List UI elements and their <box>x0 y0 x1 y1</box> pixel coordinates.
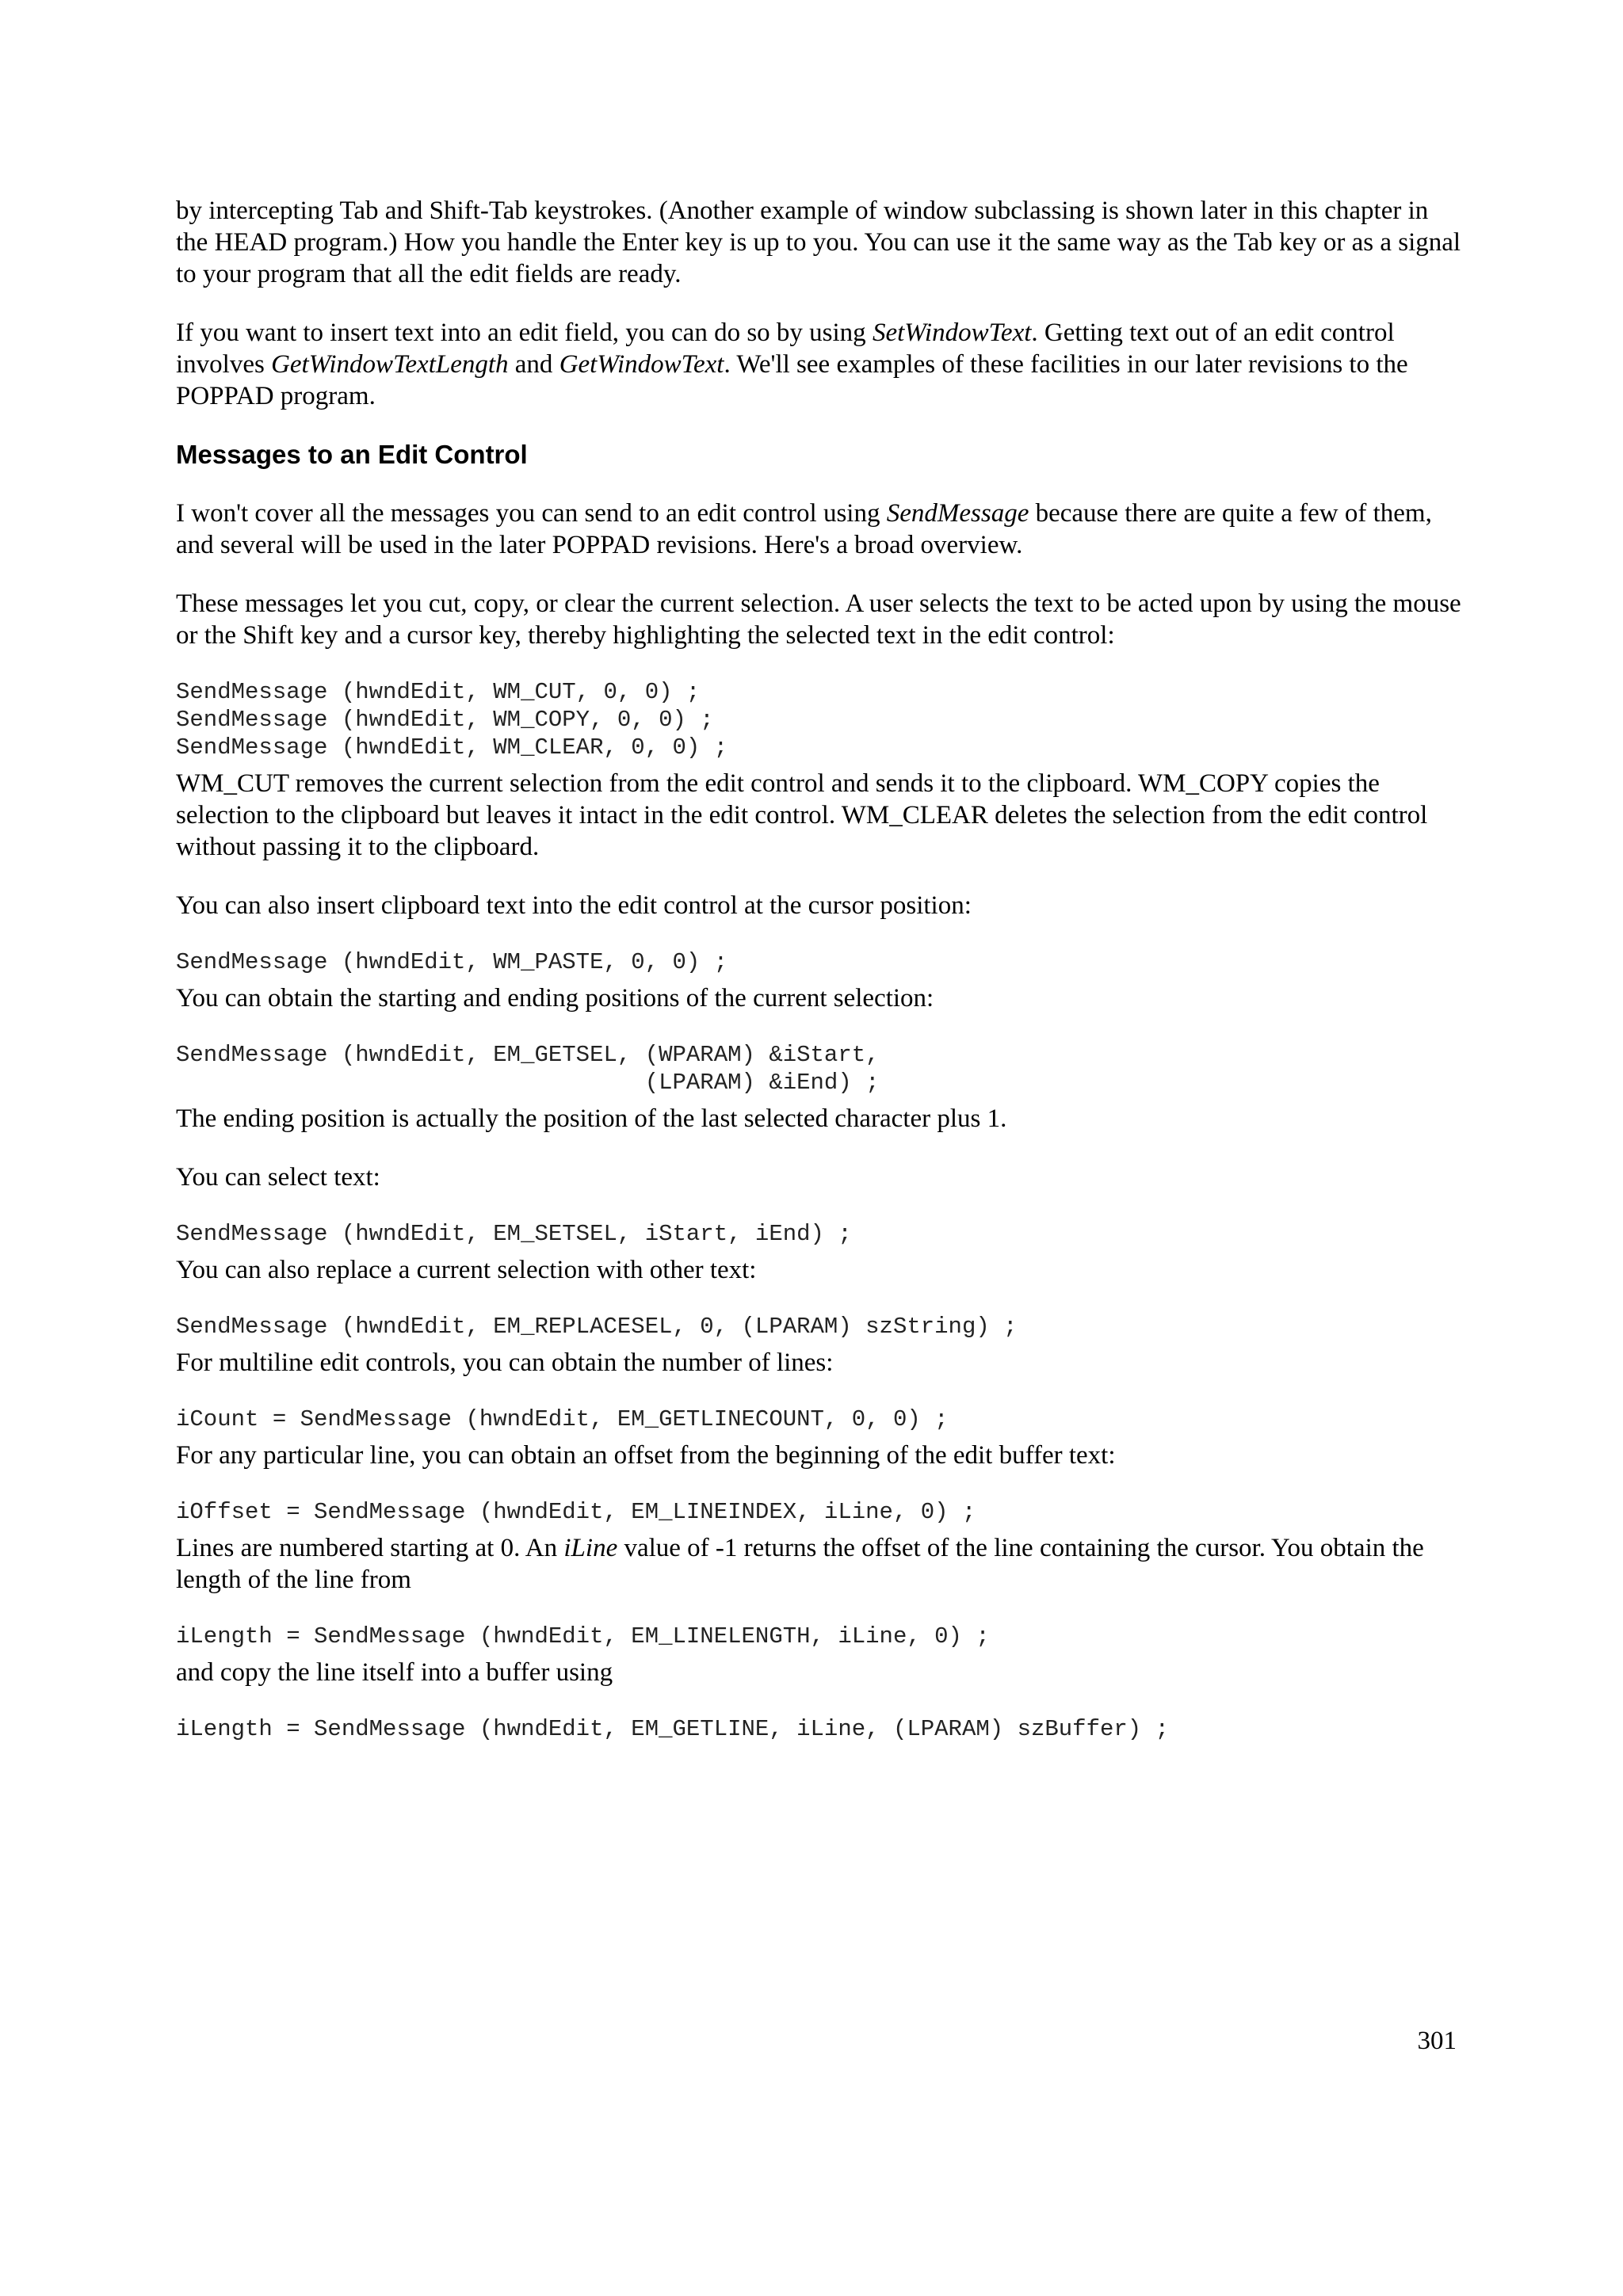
text-run: I won't cover all the messages you can send to an edit control using <box>176 499 887 528</box>
code-line: SendMessage (hwndEdit, EM_REPLACESEL, 0, (LPARAM) szString) ; <box>176 1314 1018 1340</box>
code-line: iLength = SendMessage (hwndEdit, EM_LINELENGTH, iLine, 0) ; <box>176 1623 990 1650</box>
code-block-replacesel <box>176 1313 1465 1341</box>
text-run: and <box>508 350 559 379</box>
code-block-linelength <box>176 1623 1465 1650</box>
code-line: SendMessage (hwndEdit, WM_PASTE, 0, 0) ; <box>176 949 728 975</box>
code-block-lineindex <box>176 1498 1465 1526</box>
code-line: iLength = SendMessage (hwndEdit, EM_GETLINE, iLine, (LPARAM) szBuffer) ; <box>176 1716 1170 1742</box>
text-run: . Getting text out of an edit control involves <box>176 318 1395 379</box>
section-heading: Messages to an Edit Control <box>176 440 528 469</box>
code-block-getsel <box>176 1041 1465 1097</box>
paragraph-cut-copy-clear: These messages let you cut, copy, or clear the current selection. A user selects the text to be acted upon by using the mouse or the Shift key and a cursor key, thereby highlighting the selected text in the edit control: <box>176 589 1461 650</box>
paragraph-replace: You can also replace a current selection with other text: <box>176 1256 757 1284</box>
paragraph-getsel: You can obtain the starting and ending positions of the current selection: <box>176 984 934 1013</box>
paragraph-linecount: For multiline edit controls, you can obtain the number of lines: <box>176 1348 834 1377</box>
code-line: SendMessage (hwndEdit, EM_GETSEL, (WPARAM) &iStart, <box>176 1042 880 1068</box>
paragraph-wm-cut: WM_CUT removes the current selection from the edit control and sends it to the clipboard. WM_COPY copies the selection to the clipboard but leaves it intact in the edit control. WM_CLEAR deletes the selection from the edit control without passing it to the clipboard. <box>176 769 1428 861</box>
paragraph-overview <box>176 498 1465 561</box>
code-line: SendMessage (hwndEdit, WM_COPY, 0, 0) ; <box>176 707 714 733</box>
code-block-paste <box>176 948 1465 976</box>
code-line: SendMessage (hwndEdit, WM_CLEAR, 0, 0) ; <box>176 734 728 761</box>
code-block-setsel <box>176 1220 1465 1248</box>
paragraph-select-text: You can select text: <box>176 1163 380 1192</box>
code-block-getline <box>176 1715 1465 1743</box>
paragraph-insert-text <box>176 317 1465 412</box>
text-run: value of -1 returns the offset of the line containing the cursor. You obtain the length of the line from <box>176 1534 1424 1594</box>
page-body <box>176 195 1465 1749</box>
paragraph-paste: You can also insert clipboard text into the edit control at the cursor position: <box>176 891 972 920</box>
function-name: SendMessage <box>886 499 1029 528</box>
code-line: iCount = SendMessage (hwndEdit, EM_GETLINECOUNT, 0, 0) ; <box>176 1406 949 1432</box>
paragraph-subclassing: by intercepting Tab and Shift-Tab keystrokes. (Another example of window subclassing is shown later in this chapter in the HEAD program.) How you handle the Enter key is up to you. You can use it the same way as the Tab key or as a signal to your program that all the edit fields are ready. <box>176 196 1461 288</box>
paragraph-line-numbering <box>176 1532 1465 1596</box>
text-run: because there are quite a few of them, and several will be used in the later POPPAD revisions. Here's a broad overview. <box>176 499 1432 559</box>
code-line: SendMessage (hwndEdit, EM_SETSEL, iStart, iEnd) ; <box>176 1221 852 1247</box>
text-run: . We'll see examples of these facilities in our later revisions to the POPPAD program. <box>176 350 1408 410</box>
function-name: GetWindowText <box>559 350 724 379</box>
text-run: Lines are numbered starting at 0. An <box>176 1534 564 1562</box>
function-name: SetWindowText <box>872 318 1032 347</box>
code-line: (LPARAM) &iEnd) ; <box>176 1070 880 1096</box>
code-line: iOffset = SendMessage (hwndEdit, EM_LINEINDEX, iLine, 0) ; <box>176 1499 976 1525</box>
text-run: If you want to insert text into an edit field, you can do so by using <box>176 318 873 347</box>
code-block-cut-copy-clear <box>176 678 1465 761</box>
paragraph-ending-position: The ending position is actually the position of the last selected character plus 1. <box>176 1104 1007 1133</box>
code-line: SendMessage (hwndEdit, WM_CUT, 0, 0) ; <box>176 679 701 705</box>
code-block-getlinecount <box>176 1405 1465 1433</box>
function-name: GetWindowTextLength <box>271 350 509 379</box>
paragraph-copy-line: and copy the line itself into a buffer using <box>176 1658 613 1687</box>
variable-name: iLine <box>563 1534 618 1562</box>
page-number: 301 <box>1417 2027 1457 2055</box>
paragraph-offset: For any particular line, you can obtain an offset from the beginning of the edit buffer text: <box>176 1441 1116 1470</box>
